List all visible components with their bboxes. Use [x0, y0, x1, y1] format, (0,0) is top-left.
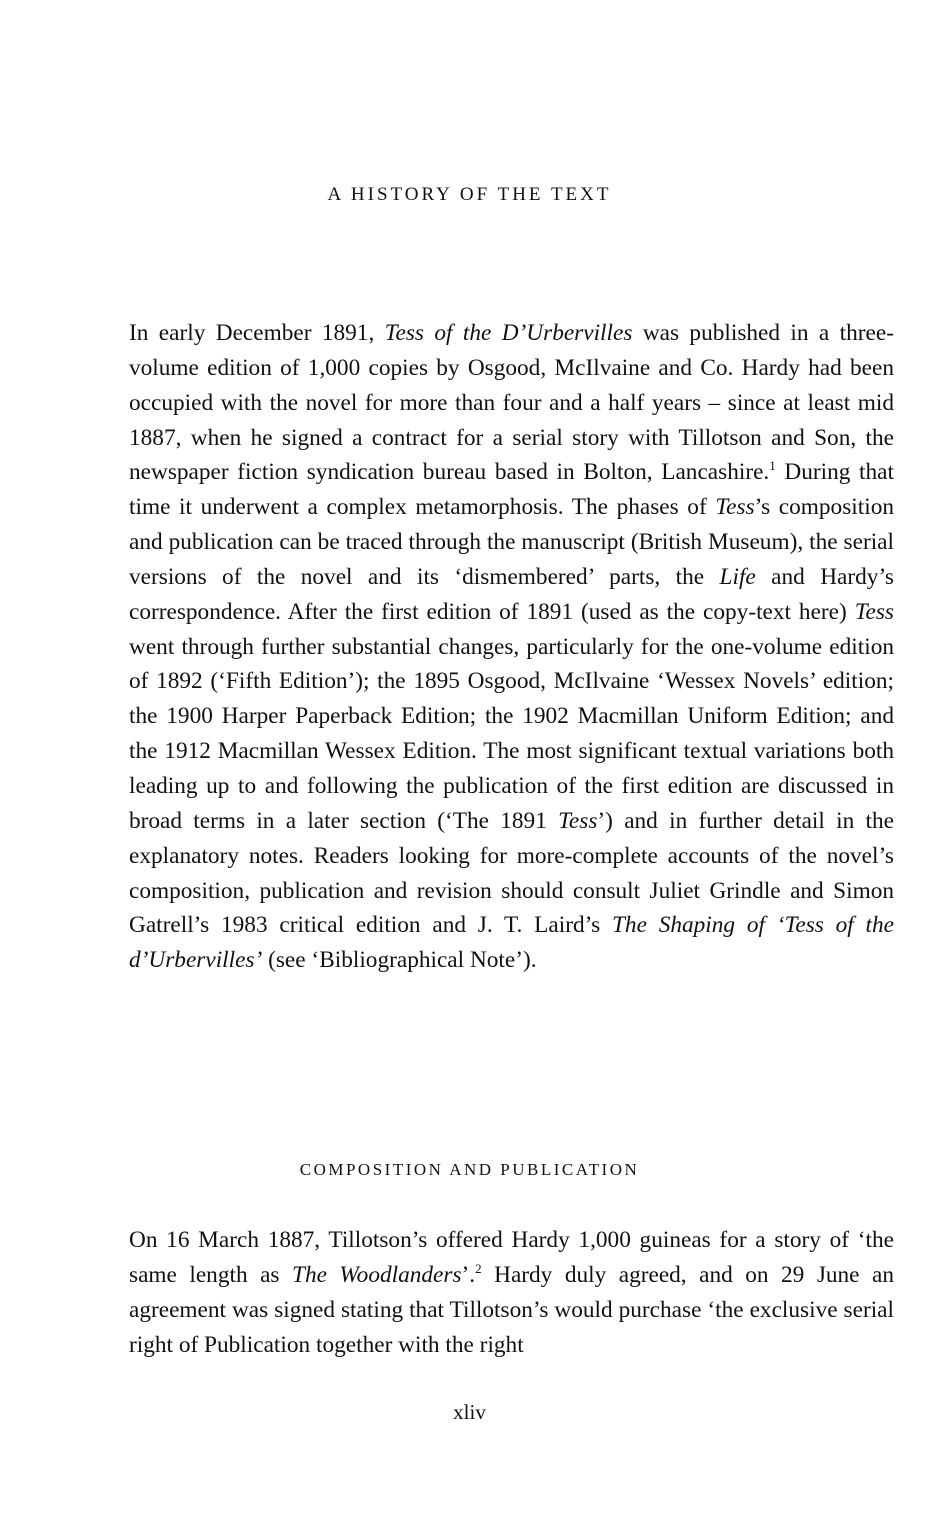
body-paragraph-1 — [129, 316, 894, 978]
italic-title: Tess of the D’Urbervilles — [384, 320, 633, 346]
body-paragraph-2 — [129, 1223, 894, 1362]
paragraph-text: During that time it underwent a complex metamorphosis. The phases of — [129, 459, 894, 521]
paragraph-text: went through further substantial changes, particularly for the one-volume edition of 1892 (‘Fifth Edition’); the 1895 Osgood, McIlvaine ‘Wessex Novels’ edition; the 1900 Harper Paperback Edition; the 1902 Macmillan Uniform Edition; and the 1912 Macmillan Wessex Edition. The most significant textual variations both leading up to and following the publication of the first edition are discussed in broad terms in a later section (‘The 1891 — [129, 633, 894, 834]
italic-title: Tess — [558, 807, 598, 834]
page-title: A HISTORY OF THE TEXT — [327, 184, 612, 205]
paragraph-text: (see ‘Bibliographical Note’). — [262, 947, 537, 974]
italic-title: Life — [719, 563, 756, 590]
footnote-marker: 1 — [769, 458, 776, 474]
paragraph-text: and Hardy’s correspondence. After the first edition of 1891 (used as the copy-text here) — [129, 563, 894, 625]
italic-title: Tess — [854, 598, 894, 625]
paragraph-text: In early December 1891, — [129, 320, 385, 346]
section-heading: COMPOSITION AND PUBLICATION — [299, 1160, 640, 1179]
page-number: xliv — [453, 1400, 486, 1424]
paragraph-text: On 16 March 1887, Tillotson’s offered Hardy 1,000 guineas for a story of ‘the same length as — [129, 1227, 894, 1288]
paragraph-text: ’) and in further detail in the explanatory notes. Readers looking for more-complete accounts of the novel’s composition, publication and revision should consult Juliet Grindle and Simon Gatrell’s 1983 critical edition and J. T. Laird’s — [129, 807, 894, 939]
italic-title: The Woodlanders — [291, 1261, 462, 1288]
footnote-marker: 2 — [475, 1260, 482, 1276]
paragraph-text: ’s composition and publication can be traced through the manuscript (British Museum), the serial versions of the novel and its ‘dismembered’ parts, the — [129, 494, 894, 590]
paragraph-text: Hardy duly agreed, and on 29 June an agreement was signed stating that Tillotson’s would purchase ‘the exclusive serial right of Publication together with the right — [129, 1261, 895, 1358]
italic-title: Tess — [715, 494, 755, 521]
paragraph-text: ’. — [461, 1261, 476, 1288]
italic-title: The Shaping of ‘Tess of the d’Urbervilles’ — [129, 912, 895, 974]
paragraph-text: was published in a three-volume edition of 1,000 copies by Osgood, McIlvaine and Co. Hardy had been occupied with the novel for more than four and a half years – since at least mid 1887, when he signed a contract for a serial story with Tillotson and Son, the newspaper fiction syndication bureau based in Bolton, Lancashire. — [129, 320, 894, 486]
